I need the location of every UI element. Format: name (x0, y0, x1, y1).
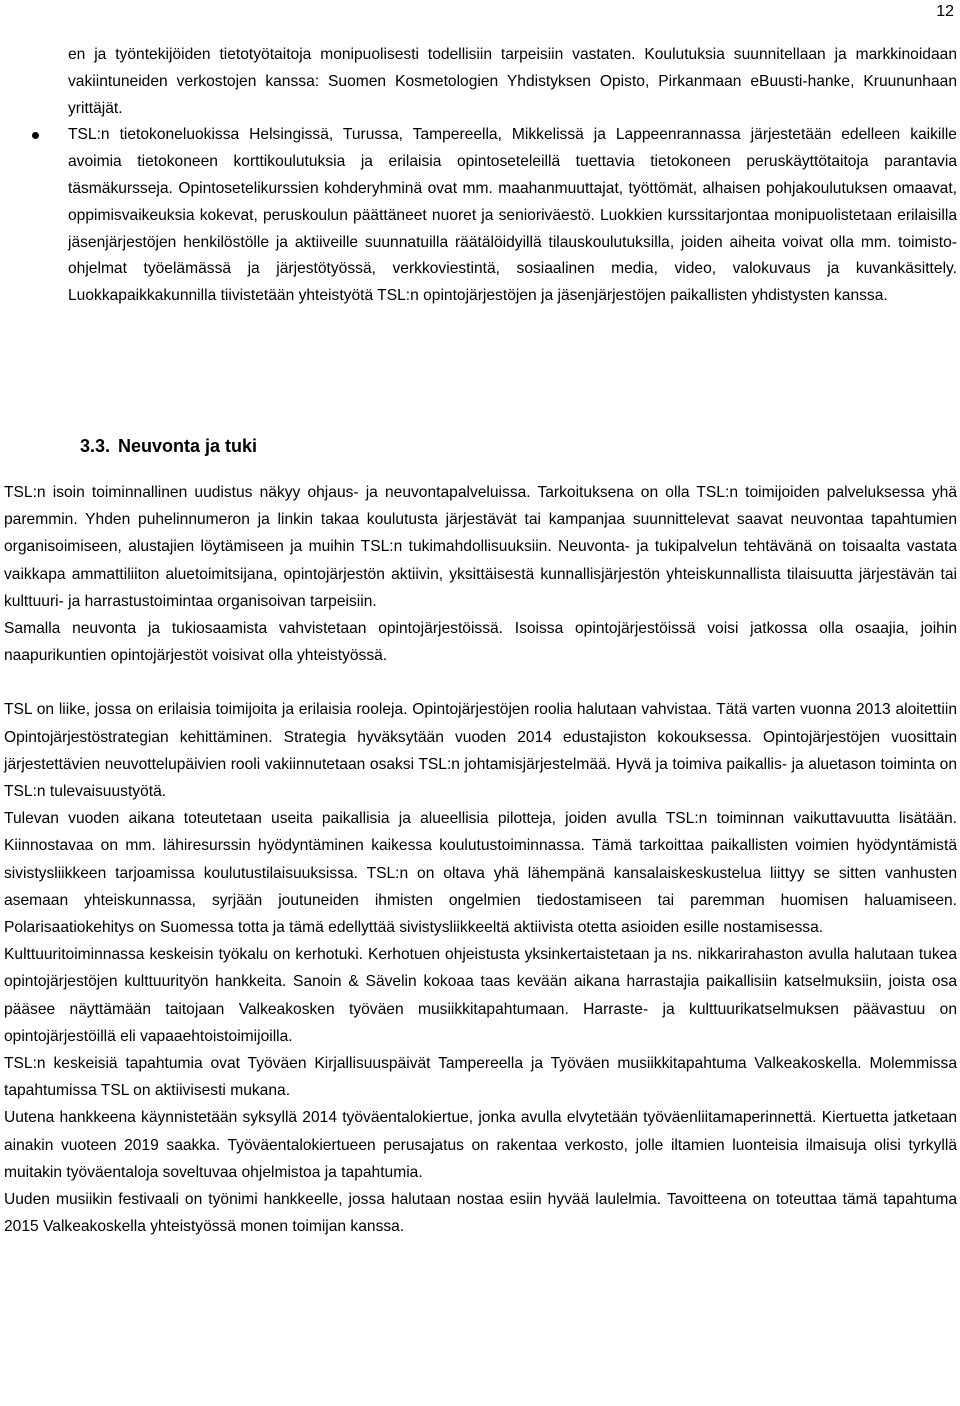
section-heading (80, 433, 257, 459)
paragraph: Uutena hankkeena käynnistetään syksyllä 2014 työväentalokiertue, jonka avulla elvytetään työväenliitamaperinnettä. Kiertuetta jatketaan ainakin vuoteen 2019 saakka. Työväentalokiertueen perusajatus on rakentaa verkosto, jolle iltamien luonteisia ilmaisuja olisi tyrkyllä muitakin työväentaloja soveltuvaa ohjelmistoa ja tapahtumia. (4, 1109, 957, 1181)
paragraph: TSL:n keskeisiä tapahtumia ovat Työväen Kirjallisuuspäivät Tampereella ja Työväen musiikkitapahtuma Valkeakoskella. Molemmissa tapahtumissa TSL on aktiivisesti mukana. (4, 1055, 957, 1100)
paragraph: Samalla neuvonta ja tukiosaamista vahvistetaan opintojärjestöissä. Isoissa opintojärjestöissä voisi jatkossa olla osaajia, joihin naapurikuntien opintojärjestöt voisivat olla yhteistyössä. (4, 620, 957, 665)
bullet-text: TSL:n tietokoneluokissa Helsingissä, Turussa, Tampereella, Mikkelissä ja Lappeenrannassa järjestetään edelleen kaikille avoimia tietokoneen korttikoulutuksia ja erilaisia opintoseteleillä tuettavia tietokoneen peruskäyttötaitoja parantavia täsmäkursseja. Opintosetelikurssien kohderyhminä ovat mm. maahanmuuttajat, työttömät, alhaisen pohjakoulutuksen omaavat, oppimisvaikeuksia kokevat, peruskoulun päättäneet nuoret ja senioriväestö. Luokkien kurssitarjontaa monipuolistetaan erilaisilla jäsenjärjestöjen henkilöstölle ja aktiiveille suunnatuilla räätälöidyillä tilauskoulutuksilla, joiden aiheita voivat olla mm. toimisto-ohjelmat työelämässä ja järjestötyössä, verkkoviestintä, sosiaalinen media, video, valokuvaus ja kuvankäsittely. Luokkapaikkakunnilla tiivistetään yhteistyötä TSL:n opintojärjestöjen ja jäsenjärjestöjen paikallisten yhdistysten kanssa. (68, 126, 957, 305)
paragraph: Uuden musiikin festivaali on työnimi hankkeelle, jossa halutaan nostaa esiin hyvää laulelmia. Tavoitteena on toteuttaa tämä tapahtuma 2015 Valkeakoskella yhteistyössä monen toimijan kanssa. (4, 1191, 957, 1236)
paragraph: Tulevan vuoden aikana toteutetaan useita paikallisia ja alueellisia pilotteja, joiden avulla TSL:n toiminnan vaikuttavuutta lisätään. Kiinnostavaa on mm. lähiresurssin hyödyntäminen kaikessa koulutustoiminnassa. Tämä tarkoittaa paikallisten voimien hyödyntämistä sivistysliikkeen tarjoamissa koulutustilaisuuksissa. TSL:n on oltava yhä lähempänä kansalaiskeskustelua liittyy se sitten vanhusten asemaan yhteiskunnassa, syrjään joutuneiden ihmisten ongelmien tiedostamiseen tai paremman huomisen haluamiseen. Polarisaatiokehitys on Suomessa totta ja tämä edellyttää sivistysliikkeeltä aktiivista otetta asioiden esille nostamisessa. (4, 810, 957, 937)
bullet-text: en ja työntekijöiden tietotyötaitoja monipuolisesti todellisiin tarpeisiin vastaten. Koulutuksia suunnitellaan ja markkinoidaan vakiintuneiden verkostojen kanssa: Suomen Kosmetologien Yhdistyksen Opisto, Pirkanmaan eBuusti-hanke, Kruununhaan yrittäjät. (68, 46, 957, 117)
bullet-item-continued (68, 42, 957, 122)
bullet-dot-icon (32, 132, 39, 139)
bullet-list (68, 42, 957, 310)
section-body (4, 479, 957, 1240)
paragraph: TSL on liike, jossa on erilaisia toimijoita ja erilaisia rooleja. Opintojärjestöjen roolia halutaan vahvistaa. Tätä varten vuonna 2013 aloitettiin Opintojärjestöstrategian kehittäminen. Strategia hyväksytään vuoden 2014 edustajiston kokouksessa. Opintojärjestöjen vuosittain järjestettävien neuvottelupäivien rooli vakiinnutetaan osaksi TSL:n johtamisjärjestelmää. Hyvä ja toimiva paikallis- ja aluetason toiminta on TSL:n tulevaisuustyötä. (4, 701, 957, 801)
paragraph: TSL:n isoin toiminnallinen uudistus näkyy ohjaus- ja neuvontapalveluissa. Tarkoituksena on olla TSL:n toimijoiden palveluksessa yhä paremmin. Yhden puhelinnumeron ja linkin takaa koulutusta järjestävät tai kampanjaa suunnittelevat saavat neuvontaa tapahtumien organisoimiseen, alustajien löytämiseen ja muihin TSL:n tukimahdollisuuksiin. Neuvonta- ja tukipalvelun tehtävänä on toisaalta vastata vaikkapa ammattiliiton aluetoimitsijana, opintojärjestön aktiivin, yksittäisestä kunnallisjärjestön yhteiskunnallista tilaisuutta järjestävän tai kulttuuri- ja harrastustoimintaa organisoivan tarpeisiin. (4, 484, 957, 610)
page-number: 12 (936, 3, 954, 20)
section-number: 3.3. (80, 436, 111, 456)
section-title: Neuvonta ja tuki (118, 436, 258, 456)
bullet-item-computer-classes (68, 122, 957, 310)
paragraph: Kulttuuritoiminnassa keskeisin työkalu on kerhotuki. Kerhotuen ohjeistusta yksinkertaistetaan ja ns. nikkarirahaston avulla halutaan tukea opintojärjestöjen kulttuurityön hankkeita. Sanoin & Sävelin kokoaa taas kevään aikana harrastajia paikallisiin katselmuksiin, joista osa pääsee näyttämään taitojaan Valkeakosken työväen musiikkitapahtumaan. Harraste- ja kulttuurikatselmuksen päävastuu on opintojärjestöillä eli vapaaehtoistoimijoilla. (4, 946, 957, 1045)
